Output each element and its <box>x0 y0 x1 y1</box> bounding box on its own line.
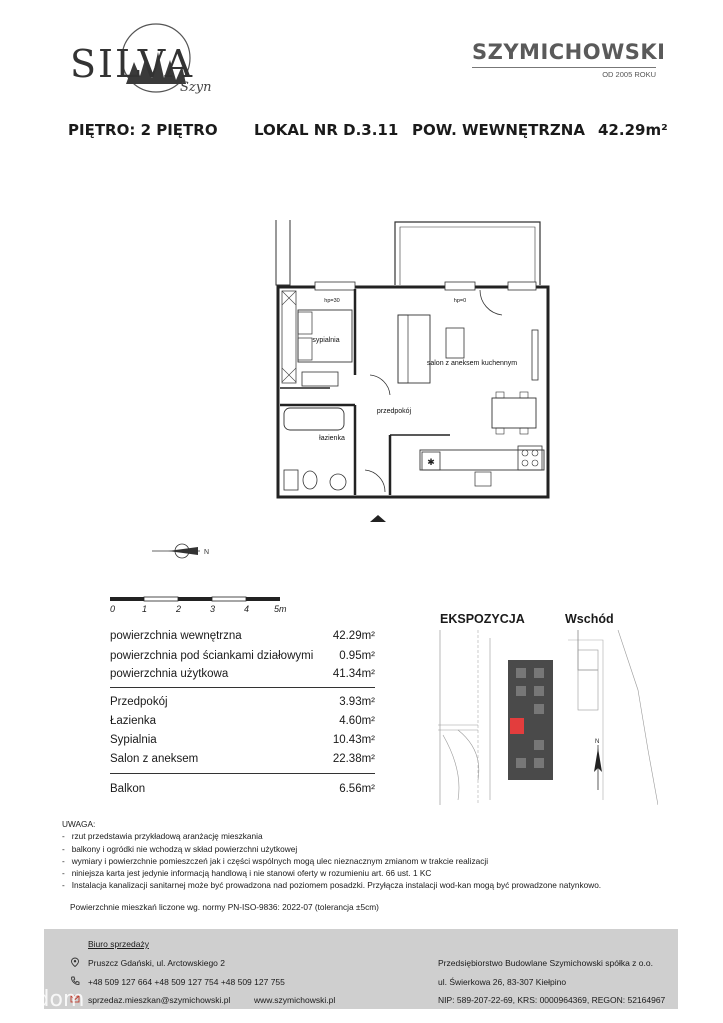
site-map-graphic <box>438 630 658 805</box>
area-label: POW. WEWNĘTRZNA <box>412 121 585 139</box>
exposure-site-map <box>438 630 658 805</box>
compass-rose <box>150 535 210 565</box>
area-row-value: 41.34m² <box>332 668 375 680</box>
area-divider <box>110 773 375 774</box>
area-value: 42.29m² <box>598 121 668 139</box>
note-item: - rzut przedstawia przykładową aranżację mieszkania <box>62 831 263 842</box>
silva-logo <box>64 22 264 102</box>
note-item: - balkony i ogródki nie wchodzą w skład powierzchni użytkowej <box>62 843 298 854</box>
area-row-label: Przedpokój <box>110 696 168 708</box>
brand-since: OD 2005 ROKU <box>472 67 656 79</box>
scale-tick: 5m <box>274 604 287 614</box>
area-row-label: Salon z aneksem <box>110 753 199 765</box>
note-text: niniejsza karta jest jedynie informacją handlową i nie stanowi oferty w rozumieniu art. 66 ust. 1 KC <box>71 868 432 879</box>
phone-icon <box>70 976 80 986</box>
note-text: Instalacja kanalizacji sanitarnej może być prowadzona nad poziomem posadzki. Przyłącza instalacji wod-kan mogą być prowadzone natynkowo. <box>71 880 602 891</box>
area-row-label: Łazienka <box>110 715 157 727</box>
office-title: Biuro sprzedaży <box>88 939 149 949</box>
scale-tick: 2 <box>176 604 182 614</box>
scale-tick: 0 <box>110 604 116 614</box>
company-address: ul. Świerkowa 26, 83-307 Kiełpino <box>438 977 567 987</box>
company-ids: NIP: 589-207-22-69, KRS: 0000964369, REGON: 52164967 <box>438 995 666 1005</box>
area-row-value: 3.93m² <box>339 696 375 708</box>
area-row-label: powierzchnia pod ściankami działowymi <box>110 650 314 662</box>
svg-text:✱: ✱ <box>427 457 435 467</box>
office-email[interactable]: sprzedaz.mieszkan@szymichowski.pl <box>88 995 231 1005</box>
note-text: wymiary i powierzchnie pomieszczeń jak i części wspólnych mogą ulec nieznacznym zmianom w trakcie realizacji <box>71 855 489 866</box>
note-item: - Instalacja kanalizacji sanitarnej może być prowadzona nad poziomem posadzki. Przyłącza instalacji wod-kan mogą być prowadzone natynkowo. <box>62 880 602 891</box>
note-item: - wymiary i powierzchnie pomieszczeń jak i części wspólnych mogą ulec nieznacznym zmianom w trakcie realizacji <box>62 855 489 866</box>
area-row-value: 6.56m² <box>339 783 375 795</box>
note-text: balkony i ogródki nie wchodzą w skład powierzchni użytkowej <box>71 843 298 854</box>
office-phones[interactable]: +48 509 127 664 +48 509 127 754 +48 509 127 755 <box>88 977 285 987</box>
note-item: - niniejsza karta jest jedynie informacją handlową i nie stanowi oferty w rozumieniu art. 66 ust. 1 KC <box>62 868 432 879</box>
compass-north-letter: N <box>204 549 210 556</box>
area-row-value: 42.29m² <box>332 630 375 642</box>
norm-note: Powierzchnie mieszkań liczone wg. normy PN-ISO-9836: 2022-07 (tolerancja ±5cm) <box>70 902 379 912</box>
notes-title: UWAGA: <box>62 819 96 829</box>
silva-logo-text: SILVA <box>70 42 195 86</box>
floor-plan <box>270 210 560 530</box>
unit-highlight <box>510 718 524 734</box>
scale-tick: 3 <box>210 604 216 614</box>
sill-height-right: hp=0 <box>453 298 467 304</box>
note-text: rzut przedstawia przykładową aranżację mieszkania <box>71 831 263 842</box>
area-row-value: 22.38m² <box>332 753 375 765</box>
room-label-bedroom: sypialnia <box>312 337 340 344</box>
floor-label: PIĘTRO: 2 PIĘTRO <box>68 121 218 139</box>
area-row-value: 0.95m² <box>339 650 375 662</box>
exposure-title: EKSPOZYCJA <box>440 612 525 626</box>
footer-contact <box>44 929 678 1009</box>
sill-height-left: hp=30 <box>324 298 340 304</box>
office-website[interactable]: www.szymichowski.pl <box>254 995 336 1005</box>
floor-plan-drawing <box>270 210 560 530</box>
notes-block <box>62 818 662 892</box>
area-divider <box>110 687 375 688</box>
scale-tick: 4 <box>244 604 250 614</box>
compass-icon <box>150 535 210 565</box>
room-label-living: salon z aneksem kuchennym <box>426 360 518 367</box>
area-row-label: Sypialnia <box>110 734 157 746</box>
location-pin-icon <box>70 957 80 967</box>
office-address: Pruszcz Gdański, ul. Arctowskiego 2 <box>88 958 226 968</box>
scale-bar-graphic <box>108 595 298 615</box>
brand-logo <box>472 40 666 79</box>
site-map-north: N <box>595 739 600 745</box>
room-label-hall: przedpokój <box>376 408 412 415</box>
area-row-label: powierzchnia użytkowa <box>110 668 229 680</box>
area-row-label: powierzchnia wewnętrzna <box>110 630 242 642</box>
area-row-value: 4.60m² <box>339 715 375 727</box>
area-row-label: Balkon <box>110 783 146 795</box>
silva-logo-subtitle: Szyn <box>180 80 212 95</box>
area-row-value: 10.43m² <box>332 734 375 746</box>
scale-tick: 1 <box>142 604 148 614</box>
unit-label: LOKAL NR D.3.11 <box>254 121 399 139</box>
exposure-direction: Wschód <box>565 612 614 626</box>
watermark: otodom <box>0 987 85 1012</box>
company-name: Przedsiębiorstwo Budowlane Szymichowski spółka z o.o. <box>438 958 653 968</box>
brand-name: SZYMICHOWSKI <box>472 40 666 64</box>
room-label-bath: łazienka <box>319 435 345 442</box>
scale-bar <box>108 595 298 615</box>
